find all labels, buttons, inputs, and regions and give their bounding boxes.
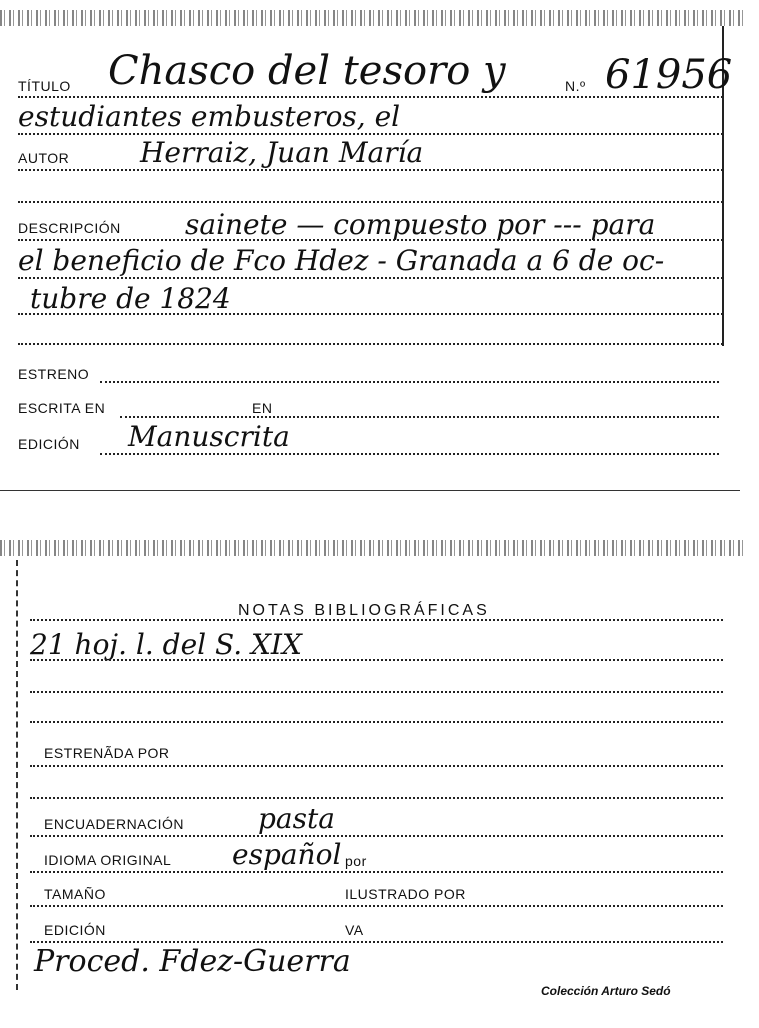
descripcion-rule-3 (18, 312, 723, 315)
edicion-back-label: EDICIÓN (44, 922, 106, 938)
encuadernacion-value: pasta (258, 802, 335, 835)
autor-value: Herraiz, Juan María (140, 136, 424, 169)
edicion-value: Manuscrita (128, 420, 290, 453)
descripcion-rule-2 (18, 276, 723, 279)
blank-rule (18, 200, 723, 203)
notas-rule-3 (30, 690, 723, 693)
estreno-rule (100, 380, 719, 383)
ilustrado-label: ILUSTRADO POR (345, 886, 466, 902)
scan-noise-top-back (0, 540, 745, 556)
titulo-rule-2 (18, 132, 723, 135)
edicion-rule (100, 452, 719, 455)
escrita-label: ESCRITA EN (18, 400, 106, 416)
notas-rule-2 (30, 658, 723, 661)
descripcion-line1: sainete — compuesto por --- para (185, 208, 656, 241)
autor-label: AUTOR (18, 150, 70, 166)
va-label: VA (345, 922, 364, 938)
titulo-line1: Chasco del tesoro y (108, 48, 506, 94)
blank-rule-back (30, 796, 723, 799)
autor-rule (18, 168, 723, 171)
descripcion-line3: tubre de 1824 (30, 282, 231, 315)
en-label: EN (252, 400, 273, 416)
idioma-value: español (232, 838, 342, 871)
numero-value: 61956 (605, 52, 733, 98)
notas-rule-1 (30, 618, 723, 621)
descripcion-rule-1 (18, 238, 723, 241)
titulo-rule (18, 95, 723, 98)
idioma-label: IDIOMA ORIGINAL (44, 852, 172, 868)
notas-rule-4 (30, 720, 723, 723)
estreno-label: ESTRENO (18, 366, 90, 382)
notas-title: NOTAS BIBLIOGRÁFICAS (238, 602, 490, 619)
encuadernacion-rule (30, 834, 723, 837)
escrita-rule (120, 415, 719, 418)
descripcion-rule-4 (18, 342, 723, 345)
idioma-rule (30, 870, 723, 873)
card-separator (0, 490, 740, 491)
estrenada-rule (30, 764, 723, 767)
scan-noise-top (0, 10, 745, 26)
coleccion-note: Colección Arturo Sedó (541, 984, 671, 998)
estrenada-label: ESTRENÃDA POR (44, 745, 170, 761)
por-label: por (345, 853, 367, 869)
encuadernacion-label: ENCUADERNACIÓN (44, 816, 185, 832)
titulo-line2: estudiantes embusteros, el (18, 100, 401, 133)
descripcion-label: DESCRIPCIÓN (18, 220, 121, 236)
edicion-back-rule (30, 940, 723, 943)
descripcion-line2: el beneficio de Fco Hdez - Granada a 6 de oc- (18, 244, 665, 277)
notas-value: 21 hoj. l. del S. XIX (30, 628, 302, 661)
card-back (0, 540, 759, 1028)
numero-label: N.º (565, 78, 586, 94)
proced-value: Proced. Fdez-Guerra (34, 944, 351, 979)
edicion-label: EDICIÓN (18, 436, 80, 452)
card-front (0, 0, 759, 492)
tamano-label: TAMAÑO (44, 886, 106, 902)
titulo-label: TÍTULO (18, 78, 71, 94)
tamano-rule (30, 904, 723, 907)
card-left-border (16, 560, 18, 990)
